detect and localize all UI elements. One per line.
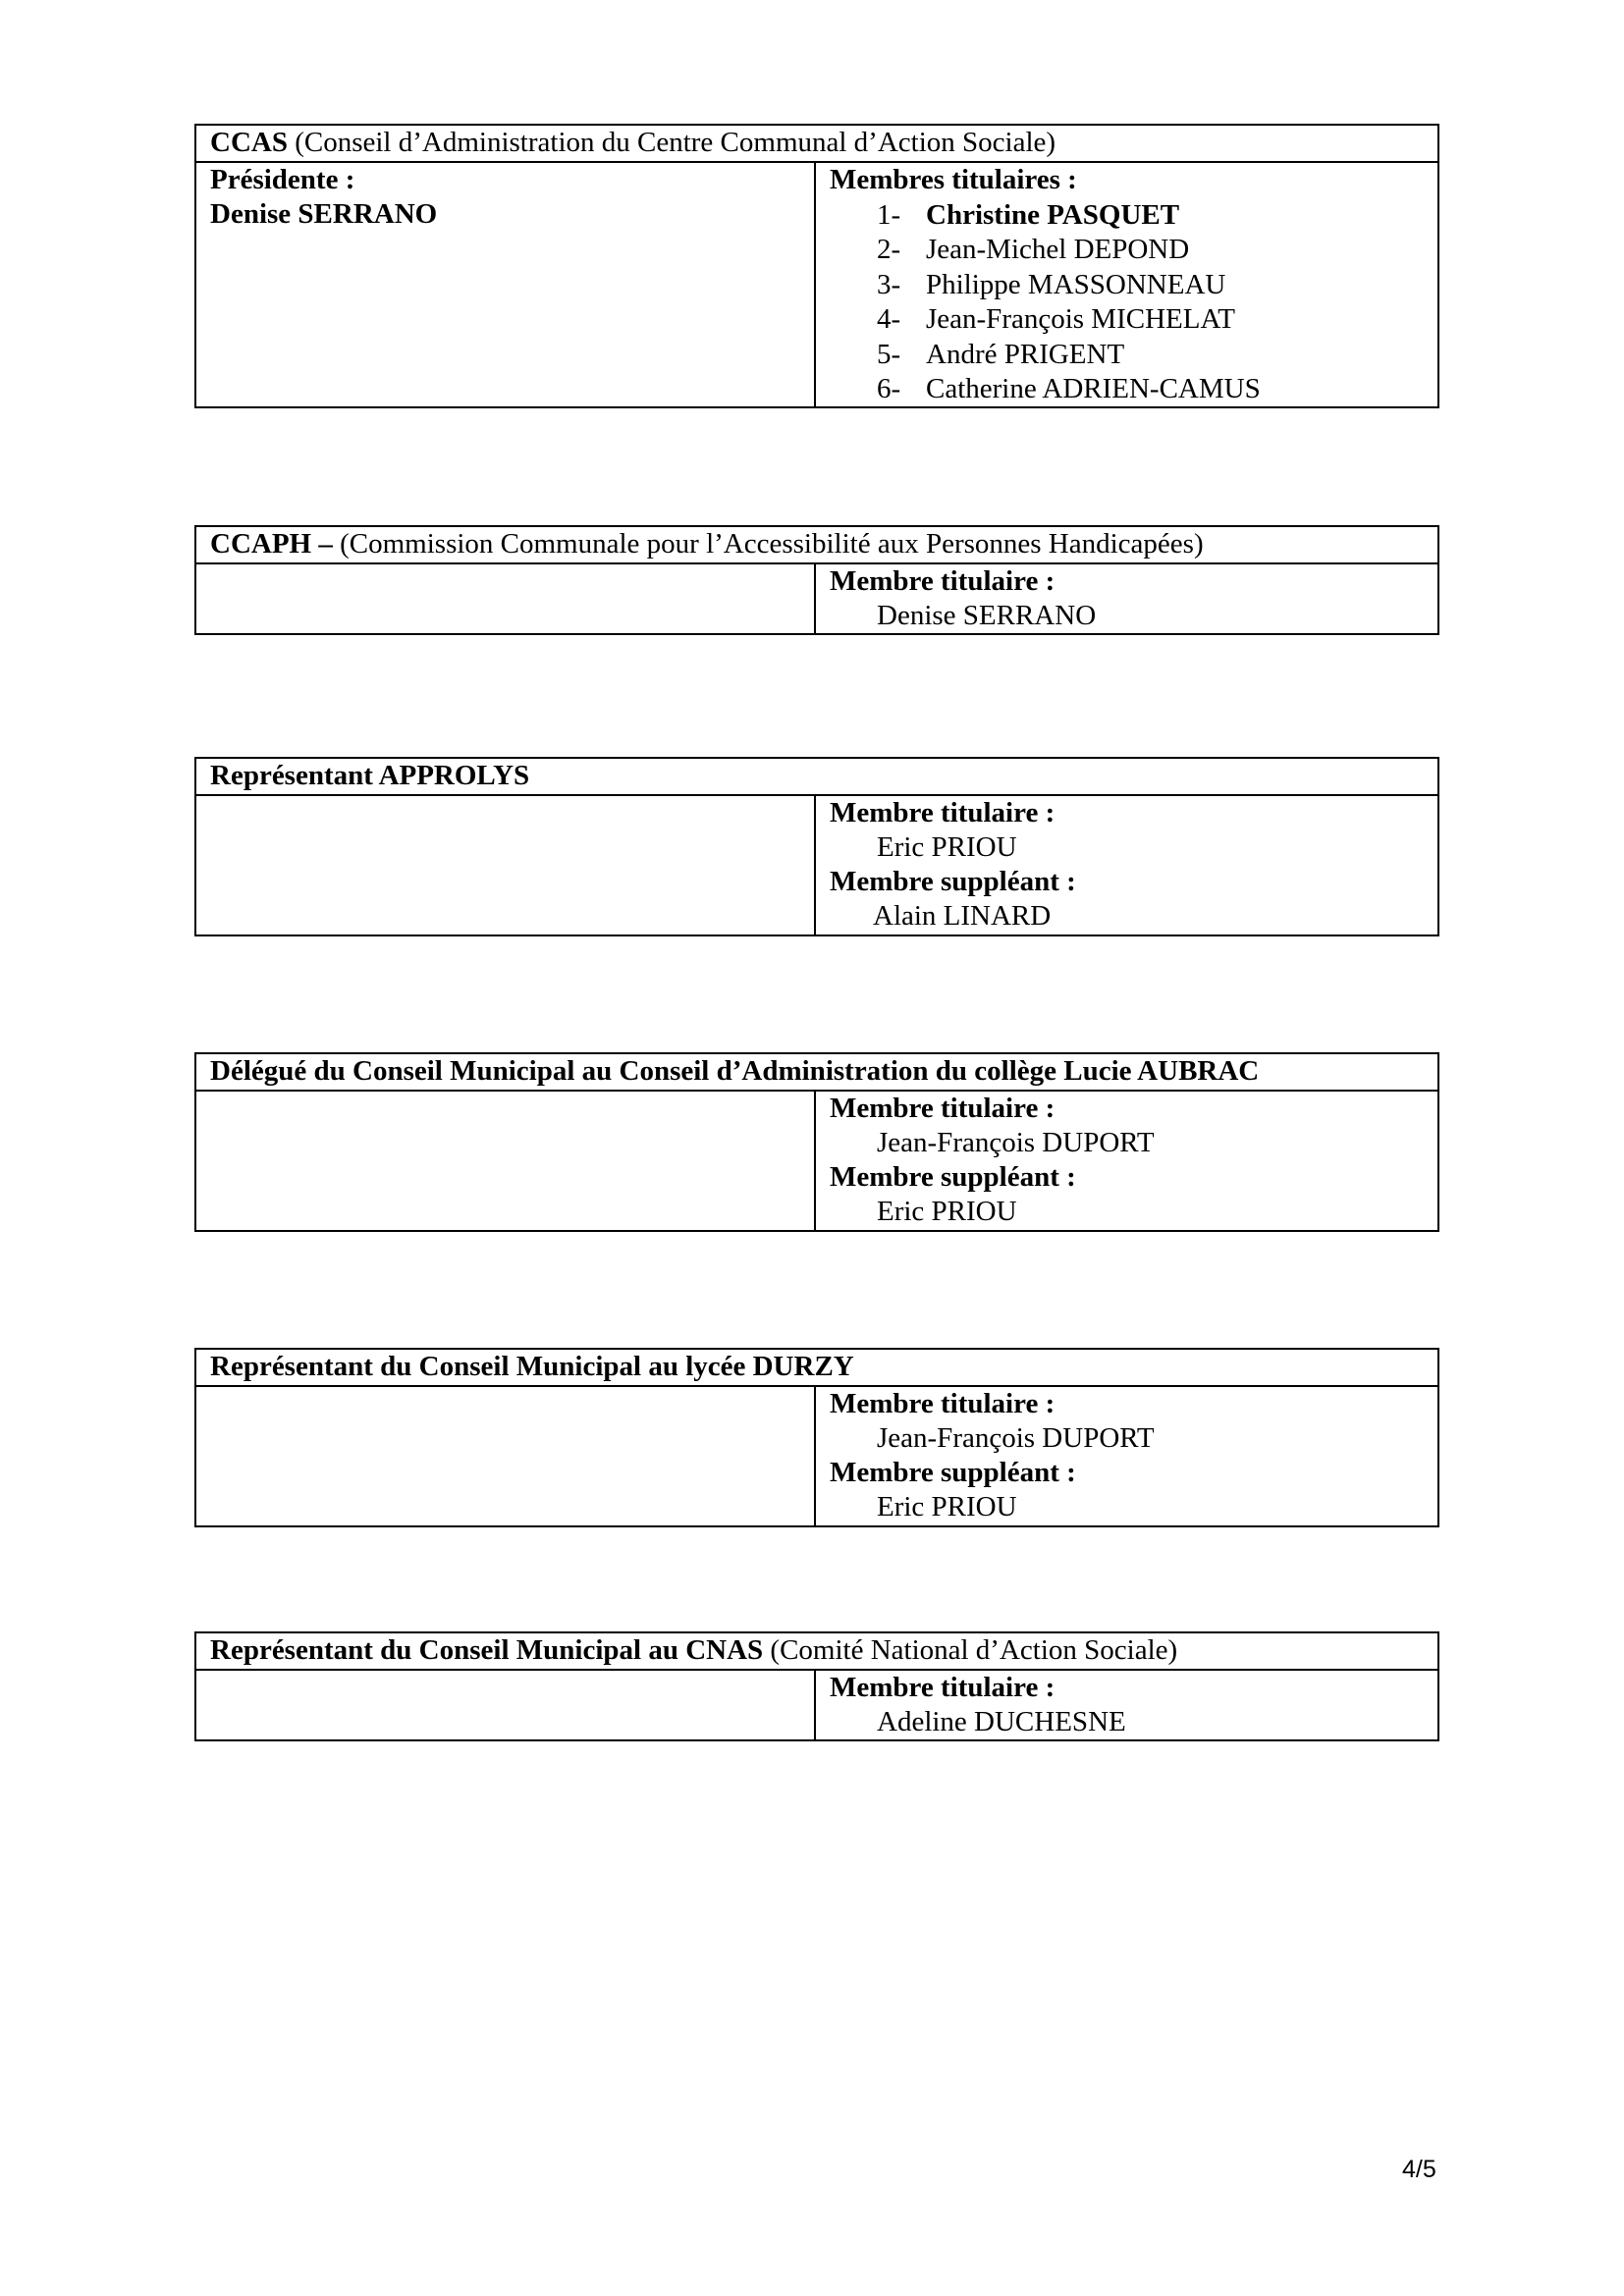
ccas-table: [194, 124, 1439, 408]
list-item: 2- Jean-Michel DEPOND: [877, 234, 1190, 265]
approlys-suppleant-label: Membre suppléant :: [830, 866, 1076, 897]
college-suppleant-label: Membre suppléant :: [830, 1161, 1076, 1193]
ccas-title-rest: (Conseil d’Administration du Centre Communal d’Action Sociale): [287, 127, 1056, 158]
cnas-header: Représentant du Conseil Municipal au CNAS (Comité National d’Action Sociale): [196, 1633, 1437, 1671]
college-header: Délégué du Conseil Municipal au Conseil d’Administration du collège Lucie AUBRAC: [196, 1054, 1437, 1092]
ccaph-header: CCAPH – (Commission Communale pour l’Accessibilité aux Personnes Handicapées): [196, 527, 1437, 564]
ccas-president-name: Denise SERRANO: [210, 198, 438, 230]
college-suppleant-name: Eric PRIOU: [877, 1196, 1017, 1227]
approlys-titulaire-name: Eric PRIOU: [877, 831, 1017, 863]
list-item: 6- Catherine ADRIEN-CAMUS: [877, 373, 1261, 404]
approlys-table: [194, 757, 1439, 936]
lycee-suppleant-label: Membre suppléant :: [830, 1457, 1076, 1488]
ccas-members-label: Membres titulaires :: [830, 164, 1077, 195]
lycee-table: [194, 1348, 1439, 1527]
college-titulaire-name: Jean-François DUPORT: [877, 1127, 1155, 1158]
lycee-header: Représentant du Conseil Municipal au lycée DURZY: [196, 1350, 1437, 1387]
cnas-table: [194, 1631, 1439, 1741]
cnas-titulaire-name: Adeline DUCHESNE: [877, 1706, 1126, 1737]
ccaph-titulaire-label: Membre titulaire :: [830, 565, 1056, 597]
list-item: 5- André PRIGENT: [877, 338, 1125, 370]
college-table: [194, 1052, 1439, 1232]
list-item: 1- Christine PASQUET: [877, 198, 1180, 231]
approlys-titulaire-label: Membre titulaire :: [830, 797, 1056, 828]
college-titulaire-label: Membre titulaire :: [830, 1093, 1056, 1124]
list-item: 4- Jean-François MICHELAT: [877, 303, 1235, 335]
ccas-header: [196, 126, 1437, 163]
cnas-titulaire-label: Membre titulaire :: [830, 1672, 1056, 1703]
lycee-titulaire-name: Jean-François DUPORT: [877, 1422, 1155, 1454]
list-item: 3- Philippe MASSONNEAU: [877, 268, 1226, 300]
ccaph-table: [194, 525, 1439, 635]
approlys-header: Représentant APPROLYS: [196, 759, 1437, 796]
ccaph-titulaire-name: Denise SERRANO: [877, 600, 1097, 631]
lycee-titulaire-label: Membre titulaire :: [830, 1388, 1056, 1419]
ccas-president-label: Présidente :: [210, 164, 355, 195]
approlys-suppleant-name: Alain LINARD: [873, 900, 1052, 932]
ccas-title-bold: CCAS: [210, 127, 288, 158]
page-number: 4/5: [1402, 2156, 1436, 2183]
lycee-suppleant-name: Eric PRIOU: [877, 1491, 1017, 1522]
